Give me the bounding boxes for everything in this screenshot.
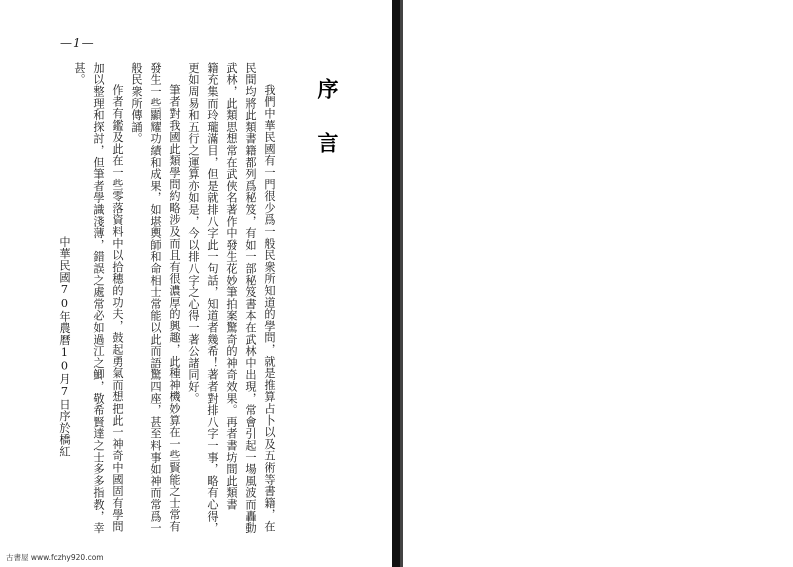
preface-title-char-2: 言 [315, 132, 340, 153]
preface-column-1: 我們中華民國有一門很少爲一般民衆所知道的學問，就是推算占卜以及五術等書籍，在 [263, 84, 276, 533]
preface-column-8: 般民衆所傳誦。 [130, 62, 143, 145]
preface-signature: 中華民國70年農曆10月7日序於橋紅 [58, 236, 71, 458]
preface-column-11: 甚。 [73, 62, 86, 86]
source-watermark: 古書屋 www.fczhy920.com [6, 553, 104, 562]
preface-column-3: 武林，此類思想常在武俠名著作中發生花妙筆拍案驚奇的神奇效果。再者書坊間此類書 [225, 62, 238, 511]
preface-column-10: 加以整理和探討，但筆者學識淺薄，錯誤之處常必如過江之鯽，敬希賢達之士多多指教，幸 [92, 62, 105, 534]
page-number: —1— [60, 36, 95, 50]
spine-shadow [400, 0, 403, 567]
preface-column-6: 筆者對我國此類學問約略涉及而且有很濃厚的興趣，此種神機妙算在一些賢能之士常有 [168, 84, 181, 533]
book-spine [392, 0, 400, 567]
preface-column-7: 發生一些顯耀功績和成果，如堪輿師和命相士常能以此而語驚四座，甚至料事如神而常爲一 [149, 62, 162, 534]
preface-column-5: 更如周易和五行之運算亦如是，今以排八字之心得一著公諸同好。 [187, 62, 200, 405]
preface-column-4: 籍充集而玲瓏滿目，但是就排八字此一句話，知道者幾希！著者對排八字一事，略有心得， [206, 62, 219, 534]
preface-column-9: 作者有鑑及此在一些零落資料中以拾穗的功夫，鼓起勇氣而想把此一神奇中國固有學問 [111, 84, 124, 533]
preface-title-char-1: 序 [315, 78, 340, 99]
preface-column-2: 民間均將此類書籍都列爲秘笈，有如一部秘笈書本在武林中出現，常會引起一場風波而轟動 [244, 62, 257, 534]
